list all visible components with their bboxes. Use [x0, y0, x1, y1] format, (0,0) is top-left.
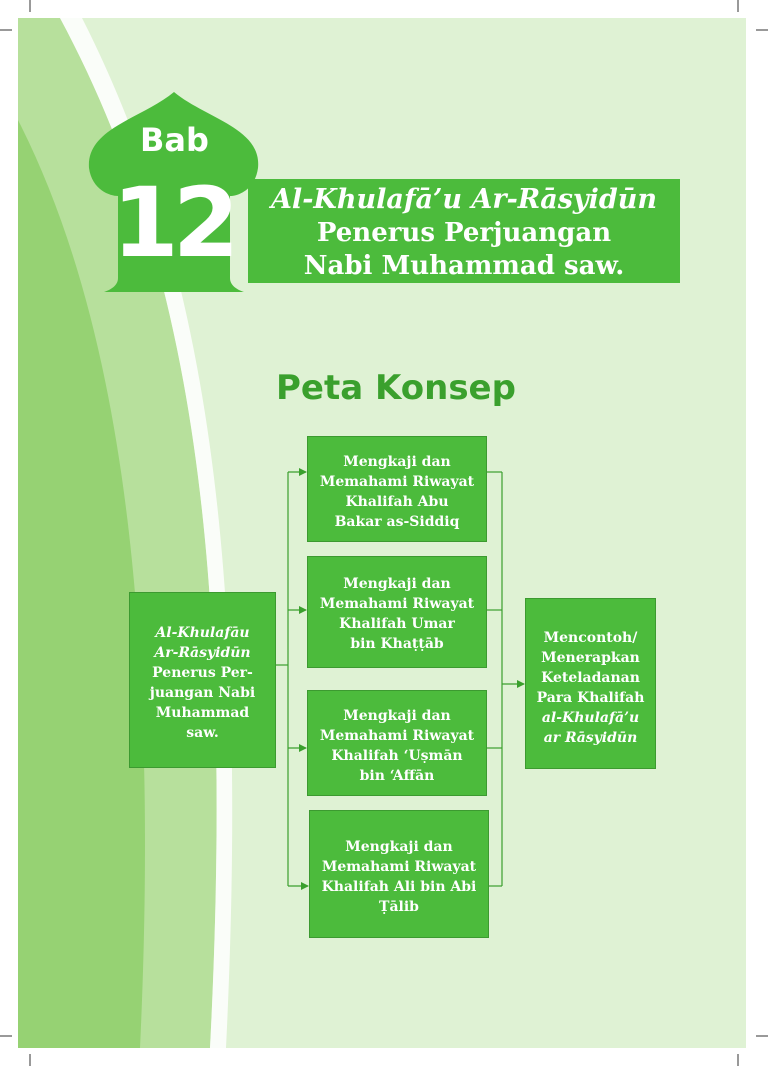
outcome-node [525, 598, 656, 769]
chapter-title-line-1: Al-Khulafā’u Ar-Rāsyidūn [270, 184, 658, 215]
outcome-line-4: Para Khalifah [536, 690, 645, 706]
root-line-4: juangan Nabi [149, 685, 256, 701]
branch-4-line-4: Ṭālib [379, 899, 419, 915]
branch-node-umar [307, 556, 487, 668]
outcome-line-6: ar Rāsyidūn [543, 730, 638, 746]
outcome-line-5: al-Khulafā’u [541, 710, 640, 726]
branch-1-line-1: Mengkaji dan [343, 454, 451, 470]
chapter-title-line-3: Nabi Muhammad saw. [303, 251, 625, 281]
branch-2-line-2: Memahami Riwayat [319, 596, 475, 612]
root-line-6: saw. [186, 725, 219, 741]
root-line-3: Penerus Per- [152, 665, 253, 681]
branch-2-line-3: Khalifah Umar [339, 616, 455, 632]
root-line-5: Muhammad [155, 705, 250, 721]
chapter-title-line-2: Penerus Perjuangan [316, 218, 612, 248]
outcome-line-2: Menerapkan [541, 650, 640, 666]
branch-4-line-3: Khalifah Ali bin Abi [321, 879, 477, 895]
root-line-2: Ar-Rāsyidūn [154, 645, 251, 661]
branch-4-line-2: Memahami Riwayat [321, 859, 477, 875]
chapter-number: 12 [112, 167, 234, 279]
branch-2-line-1: Mengkaji dan [343, 576, 451, 592]
branch-3-line-4: bin ‘Affān [359, 768, 435, 784]
outcome-line-3: Keteladanan [541, 670, 640, 686]
branch-1-line-4: Bakar as-Siddiq [334, 514, 460, 530]
root-line-1: Al-Khulafāu [155, 625, 250, 641]
branch-3-line-1: Mengkaji dan [343, 708, 451, 724]
branch-1-line-3: Khalifah Abu [345, 494, 449, 510]
branch-3-line-2: Memahami Riwayat [319, 728, 475, 744]
branch-node-ali [309, 810, 489, 938]
chapter-label: Bab [140, 121, 209, 159]
branch-2-line-4: bin Khaṭṭāb [350, 636, 444, 652]
section-heading: Peta Konsep [276, 368, 516, 408]
branch-4-line-1: Mengkaji dan [345, 839, 453, 855]
branch-node-usman [307, 690, 487, 796]
branch-3-line-3: Khalifah ‘Uṣmān [331, 748, 463, 764]
root-node [129, 592, 276, 768]
branch-node-abu-bakar [307, 436, 487, 542]
outcome-line-1: Mencontoh/ [543, 630, 638, 646]
branch-1-line-2: Memahami Riwayat [319, 474, 475, 490]
